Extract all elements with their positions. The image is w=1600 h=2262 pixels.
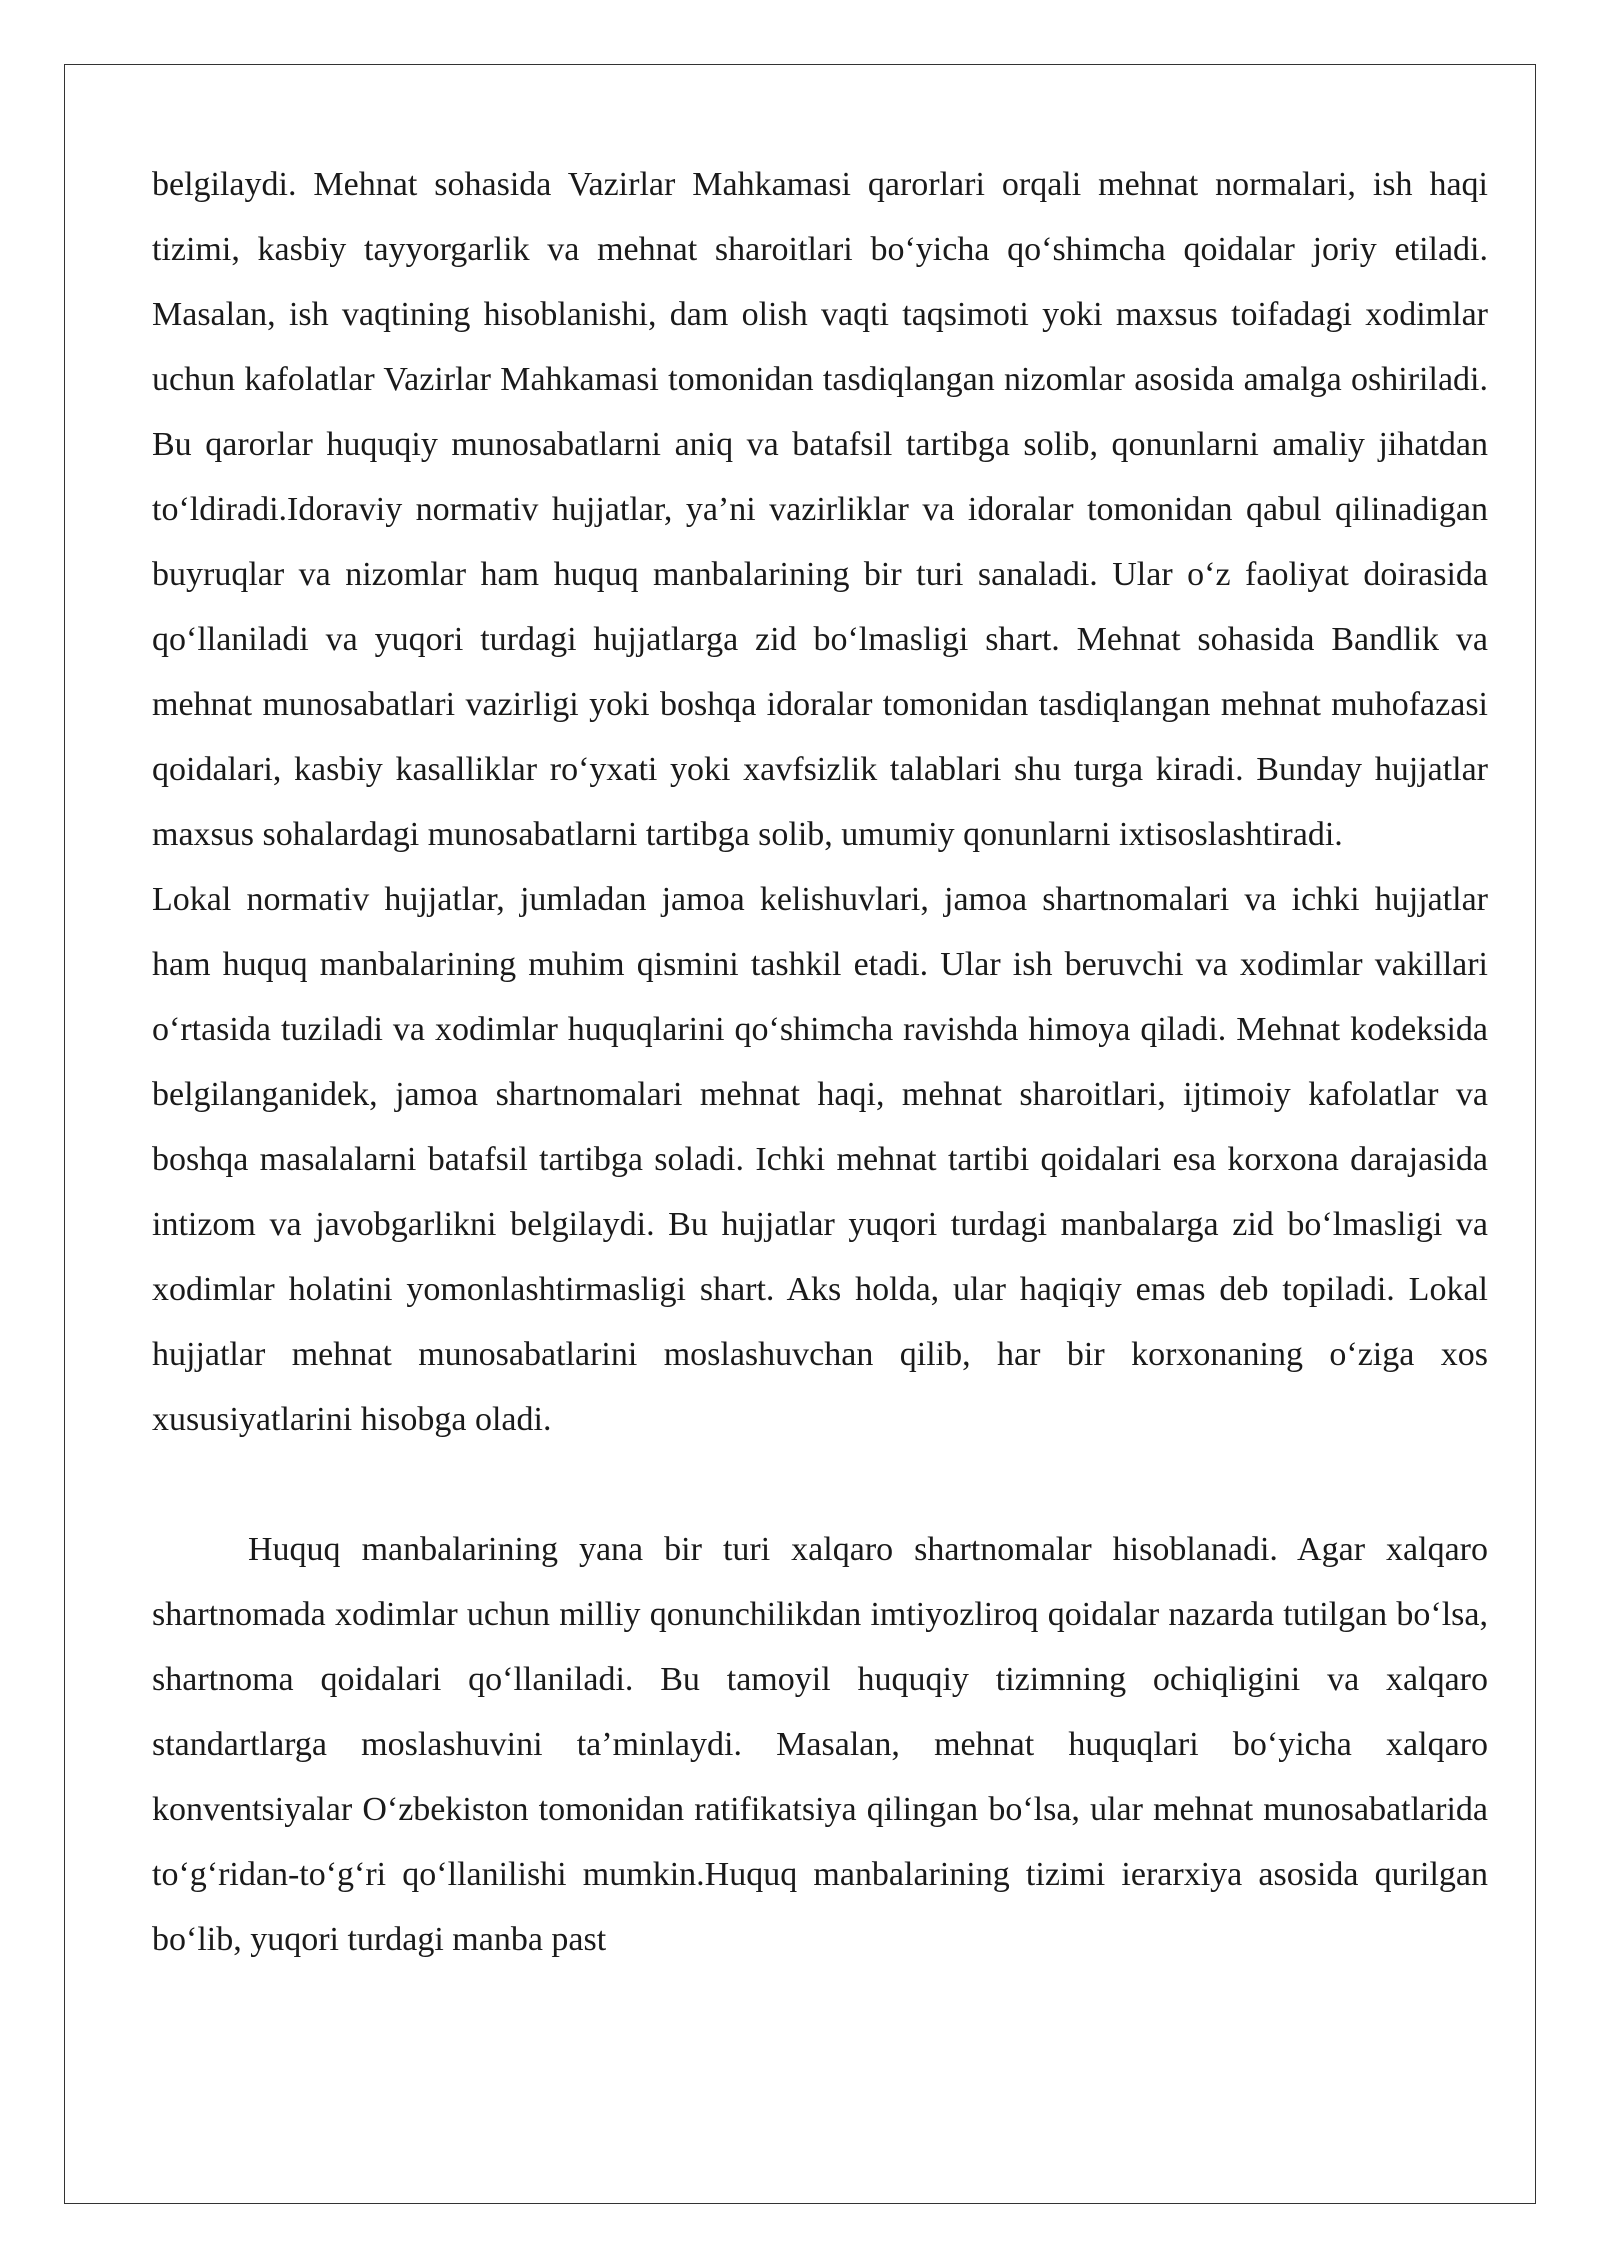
document-body xyxy=(152,152,1488,1972)
paragraph-1: belgilaydi. Mehnat sohasida Vazirlar Mahkamasi qarorlari orqali mehnat normalari, ish haqi tizimi, kasbiy tayyorgarlik va mehnat sharoitlari bo‘yicha qo‘shimcha qoidalar joriy etiladi. Masalan, ish vaqtining hisoblanishi, dam olish vaqti taqsimoti yoki maxsus toifadagi xodimlar uchun kafolatlar Vazirlar Mahkamasi tomonidan tasdiqlangan nizomlar asosida amalga oshiriladi. Bu qarorlar huquqiy munosabatlarni aniq va batafsil tartibga solib, qonunlarni amaliy jihatdan to‘ldiradi.Idoraviy normativ hujjatlar, ya’ni vazirliklar va idoralar tomonidan qabul qilinadigan buyruqlar va nizomlar ham huquq manbalarining bir turi sanaladi. Ular o‘z faoliyat doirasida qo‘llaniladi va yuqori turdagi hujjatlarga zid bo‘lmasligi shart. Mehnat sohasida Bandlik va mehnat munosabatlari vazirligi yoki boshqa idoralar tomonidan tasdiqlangan mehnat muhofazasi qoidalari, kasbiy kasalliklar ro‘yxati yoki xavfsizlik talablari shu turga kiradi. Bunday hujjatlar maxsus sohalardagi munosabatlarni tartibga solib, umumiy qonunlarni ixtisoslashtiradi. xyxy=(152,166,1488,853)
paragraph-2: Lokal normativ hujjatlar, jumladan jamoa kelishuvlari, jamoa shartnomalari va ichki hujjatlar ham huquq manbalarining muhim qismini tashkil etadi. Ular ish beruvchi va xodimlar vakillari o‘rtasida tuziladi va xodimlar huquqlarini qo‘shimcha ravishda himoya qiladi. Mehnat kodeksida belgilanganidek, jamoa shartnomalari mehnat haqi, mehnat sharoitlari, ijtimoiy kafolatlar va boshqa masalalarni batafsil tartibga soladi. Ichki mehnat tartibi qoidalari esa korxona darajasida intizom va javobgarlikni belgilaydi. Bu hujjatlar yuqori turdagi manbalarga zid bo‘lmasligi va xodimlar holatini yomonlashtirmasligi shart. Aks holda, ular haqiqiy emas deb topiladi. Lokal hujjatlar mehnat munosabatlarini moslashuvchan qilib, har bir korxonaning o‘ziga xos xususiyatlarini hisobga oladi. xyxy=(152,881,1488,1438)
paragraph-3: Huquq manbalarining yana bir turi xalqaro shartnomalar hisoblanadi. Agar xalqaro shartnomada xodimlar uchun milliy qonunchilikdan imtiyozliroq qoidalar nazarda tutilgan bo‘lsa, shartnoma qoidalari qo‘llaniladi. Bu tamoyil huquqiy tizimning ochiqligini va xalqaro standartlarga moslashuvini ta’minlaydi. Masalan, mehnat huquqlari bo‘yicha xalqaro konventsiyalar O‘zbekiston tomonidan ratifikatsiya qilingan bo‘lsa, ular mehnat munosabatlarida to‘g‘ridan-to‘g‘ri qo‘llanilishi mumkin.Huquq manbalarining tizimi ierarxiya asosida qurilgan bo‘lib, yuqori turdagi manba past xyxy=(152,1531,1488,1958)
paragraph-gap xyxy=(152,1452,1488,1517)
